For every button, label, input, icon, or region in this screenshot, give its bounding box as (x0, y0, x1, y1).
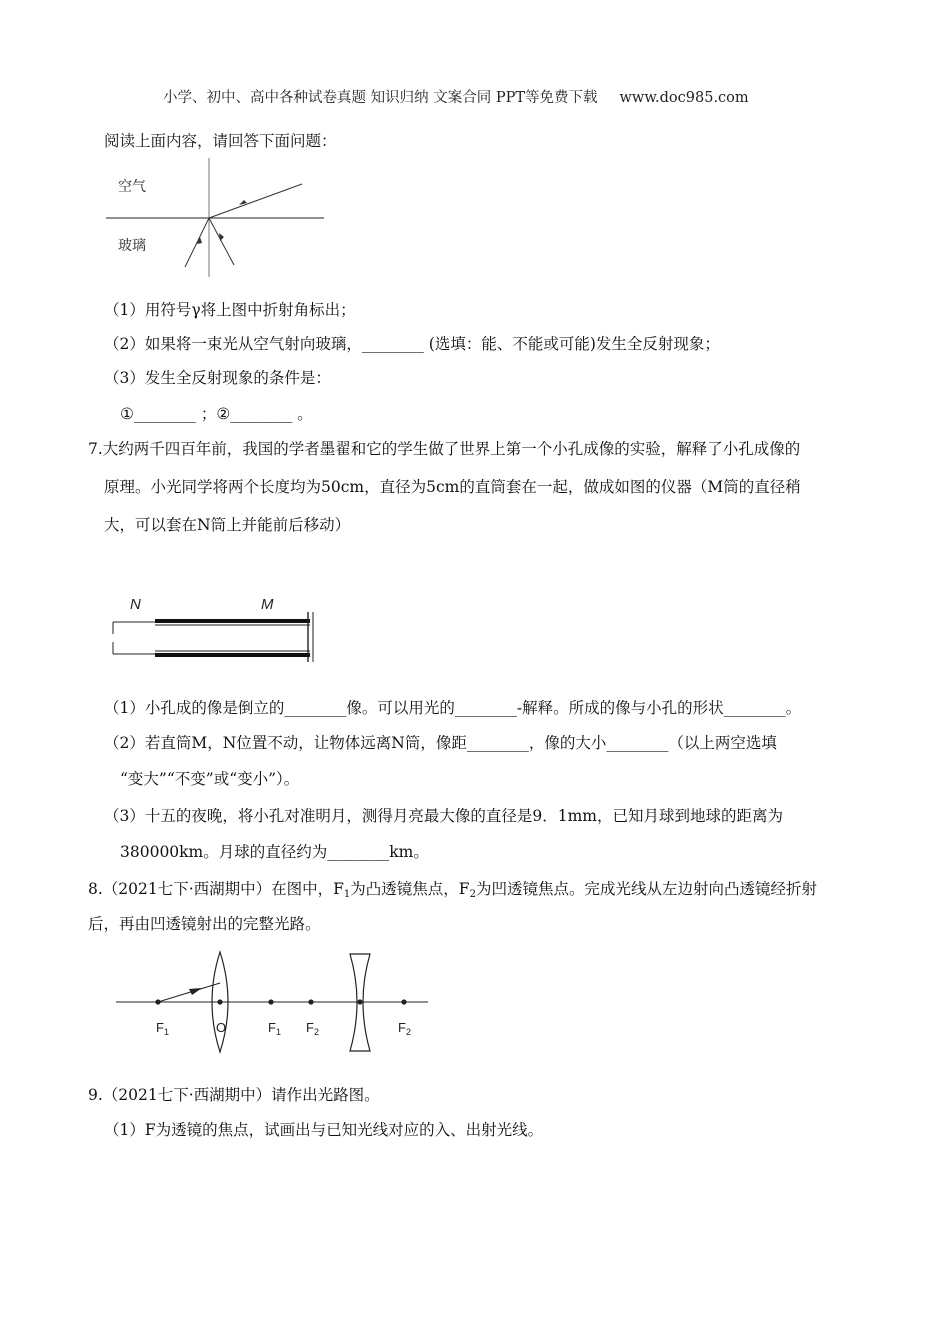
q7-sub3-line2: 380000km。月球的直径约为________km。 (120, 843, 429, 861)
q7-line1: 7.大约两千四百年前，我国的学者墨翟和它的学生做了世界上第一个小孔成像的实验，解释了小孔成像的 (88, 440, 801, 458)
point-o (217, 999, 222, 1004)
q9-sub1: （1）F为透镜的焦点，试画出与已知光线对应的入、出射光线。 (104, 1121, 544, 1139)
q6-sub3-blanks: ①________ ；②________ 。 (120, 405, 313, 423)
label-f2-right: $F_2$ (398, 1020, 411, 1037)
label-n: N (130, 596, 141, 613)
q7-sub3-line1: （3）十五的夜晚，将小孔对准明月，测得月亮最大像的直径是9．1mm，已知月球到地球的距离为 (104, 807, 783, 825)
q8-line1: 8.（2021七下·西湖期中）在图中，$F_1$为凸透镜焦点，$F_2$为凹透镜焦点。完成光线从左边射向凸透镜经折射 (88, 880, 817, 900)
point-concave-center (357, 999, 362, 1004)
header-text: 小学、初中、高中各种试卷真题 知识归纳 文案合同 PPT等免费下载 (163, 90, 598, 106)
q7-sub2-line1: （2）若直筒M，N位置不动，让物体远离N筒，像距________，像的大小________（以上两空选填 (104, 734, 777, 752)
label-glass: 玻璃 (118, 237, 146, 253)
refracted-ray (209, 184, 302, 218)
header-url[interactable]: www.doc985.com (619, 90, 749, 106)
q6-sub3: （3）发生全反射现象的条件是： (104, 369, 331, 387)
q6-sub2: （2）如果将一束光从空气射向玻璃，________ (选填：能、不能或可能)发生全反射现象； (104, 335, 720, 353)
label-air: 空气 (118, 178, 146, 194)
point-f1-left (155, 999, 160, 1004)
incident-ray-arrow (189, 988, 202, 995)
pinhole-tube-figure (105, 590, 330, 665)
q7-line3: 大，可以套在N筒上并能前后移动） (104, 516, 351, 534)
incident-ray (158, 983, 220, 1002)
reflected-ray (209, 218, 234, 265)
label-m: M (261, 596, 274, 613)
label-f1-left: $F_1$ (156, 1020, 169, 1037)
point-f1-right (268, 999, 273, 1004)
q7-sub2-line2: “变大”“不变”或“变小”）。 (120, 770, 300, 788)
label-o: O (216, 1020, 227, 1035)
incident-ray (185, 218, 209, 267)
refraction-figure (100, 155, 340, 280)
label-f2-left: $F_2$ (306, 1020, 319, 1037)
q9-line1: 9.（2021七下·西湖期中）请作出光路图。 (88, 1086, 380, 1104)
reflected-ray-arrow (219, 233, 224, 241)
q7-sub1: （1）小孔成的像是倒立的________像。可以用光的________-解释。所成的像与小孔的形状________。 (104, 699, 802, 717)
q6-sub1: （1）用符号γ将上图中折射角标出； (104, 301, 356, 319)
q8-line2: 后，再由凹透镜射出的完整光路。 (88, 915, 321, 933)
point-f2-right (401, 999, 406, 1004)
label-f1-right: $F_1$ (268, 1020, 281, 1037)
m-tube-top-wall (155, 619, 310, 623)
q6-intro: 阅读上面内容，请回答下面问题： (104, 132, 337, 150)
lens-figure (110, 948, 435, 1058)
page-header (163, 88, 749, 108)
q7-line2: 原理。小光同学将两个长度均为50cm，直径为5cm的直筒套在一起，做成如图的仪器（M筒的直径稍 (104, 478, 801, 496)
point-f2-left (308, 999, 313, 1004)
m-tube-bottom-wall (155, 653, 310, 657)
